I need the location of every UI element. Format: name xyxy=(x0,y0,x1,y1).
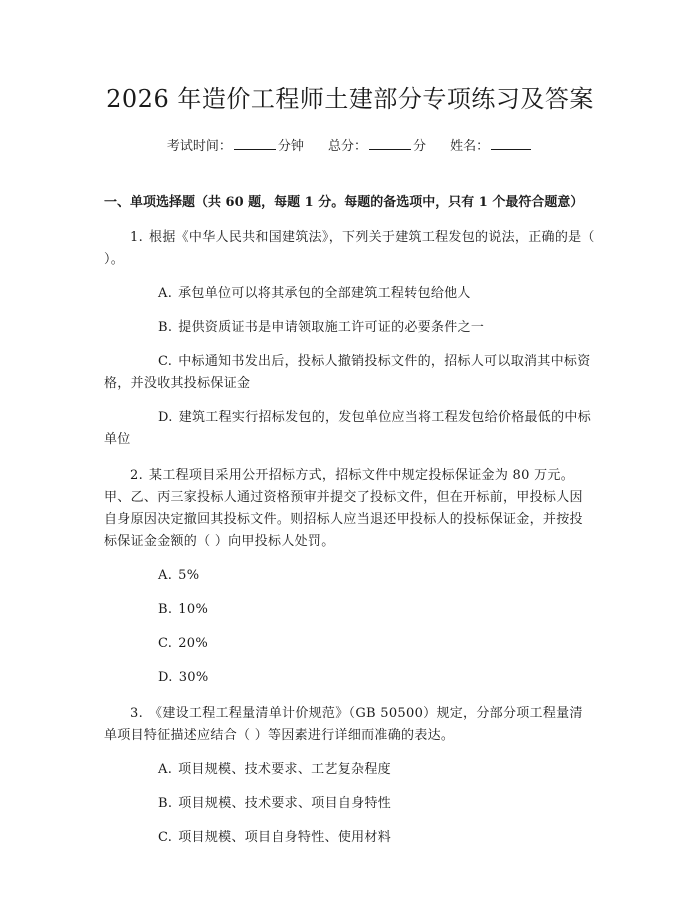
option-3b xyxy=(104,793,596,815)
option-letter: B. xyxy=(158,320,173,335)
name-label: 姓名： xyxy=(450,139,490,154)
question-3 xyxy=(104,703,596,747)
question-stem: 某工程项目采用公开招标方式，招标文件中规定投标保证金为 80 万元。甲、乙、丙三家投标人通过资格预审并提交了投标文件，但在开标前，甲投标人因自身原因决定撤回其投标文件。则招标人应当退还甲投标人的投标保证金，并按投标保证金金额的（ ）向甲投标人处罚。 xyxy=(104,468,583,549)
time-blank xyxy=(234,136,276,150)
option-letter: A. xyxy=(158,286,173,301)
score-unit: 分 xyxy=(413,139,427,154)
question-number: 3. xyxy=(130,706,144,721)
time-unit: 分钟 xyxy=(277,139,304,154)
option-text: 提供资质证书是申请领取施工许可证的必要条件之一 xyxy=(178,320,485,335)
option-3c xyxy=(104,827,596,849)
option-letter: C. xyxy=(158,636,173,651)
name-blank xyxy=(491,136,531,150)
option-1b xyxy=(104,317,596,339)
option-2d xyxy=(104,667,596,689)
option-text: 建筑工程实行招标发包的，发包单位应当将工程发包给价格最低的中标单位 xyxy=(104,410,592,447)
option-letter: D. xyxy=(158,410,173,425)
option-2c xyxy=(104,633,596,655)
option-2b xyxy=(104,599,596,621)
question-number: 2. xyxy=(130,468,144,483)
option-text: 项目规模、技术要求、项目自身特性 xyxy=(178,796,392,811)
option-1d xyxy=(104,407,596,451)
option-text: 项目规模、技术要求、工艺复杂程度 xyxy=(178,762,391,777)
option-3a xyxy=(104,759,596,781)
option-text: 5% xyxy=(178,568,200,583)
option-letter: C. xyxy=(158,830,173,845)
option-2a xyxy=(104,565,596,587)
section-title: 一、单项选择题（共 60 题，每题 1 分。每题的备选项中，只有 1 个最符合题意） xyxy=(104,195,584,210)
exam-time xyxy=(167,139,304,154)
question-stem: 根据《中华人民共和国建筑法》，下列关于建筑工程发包的说法，正确的是（ ）。 xyxy=(104,230,595,267)
option-letter: C. xyxy=(158,354,173,369)
option-letter: B. xyxy=(158,796,173,811)
total-score xyxy=(328,139,426,154)
option-1c xyxy=(104,351,596,395)
option-text: 项目规模、项目自身特性、使用材料 xyxy=(178,830,392,845)
option-letter: B. xyxy=(158,602,173,617)
option-text: 承包单位可以将其承包的全部建筑工程转包给他人 xyxy=(178,286,471,301)
option-letter: A. xyxy=(158,762,173,777)
option-text: 30% xyxy=(178,670,209,685)
question-stem: 《建设工程工程量清单计价规范》（GB 50500）规定，分部分项工程量清单项目特征描述应结合（ ）等因素进行详细而准确的表达。 xyxy=(104,706,583,743)
score-label: 总分： xyxy=(327,139,367,154)
page-title: 2026 年造价工程师土建部分专项练习及答案 xyxy=(106,85,594,113)
option-letter: A. xyxy=(158,568,173,583)
question-2 xyxy=(104,465,596,553)
score-blank xyxy=(369,136,411,150)
option-text: 20% xyxy=(178,636,209,651)
exam-meta xyxy=(104,136,596,157)
option-text: 中标通知书发出后，投标人撤销投标文件的，招标人可以取消其中标资格，并没收其投标保证金 xyxy=(104,354,591,391)
time-label: 考试时间： xyxy=(166,139,232,154)
question-number: 1. xyxy=(130,230,144,245)
question-1 xyxy=(104,227,596,271)
option-text: 10% xyxy=(178,602,209,617)
option-1a xyxy=(104,283,596,305)
option-letter: D. xyxy=(158,670,173,685)
candidate-name xyxy=(450,139,533,154)
